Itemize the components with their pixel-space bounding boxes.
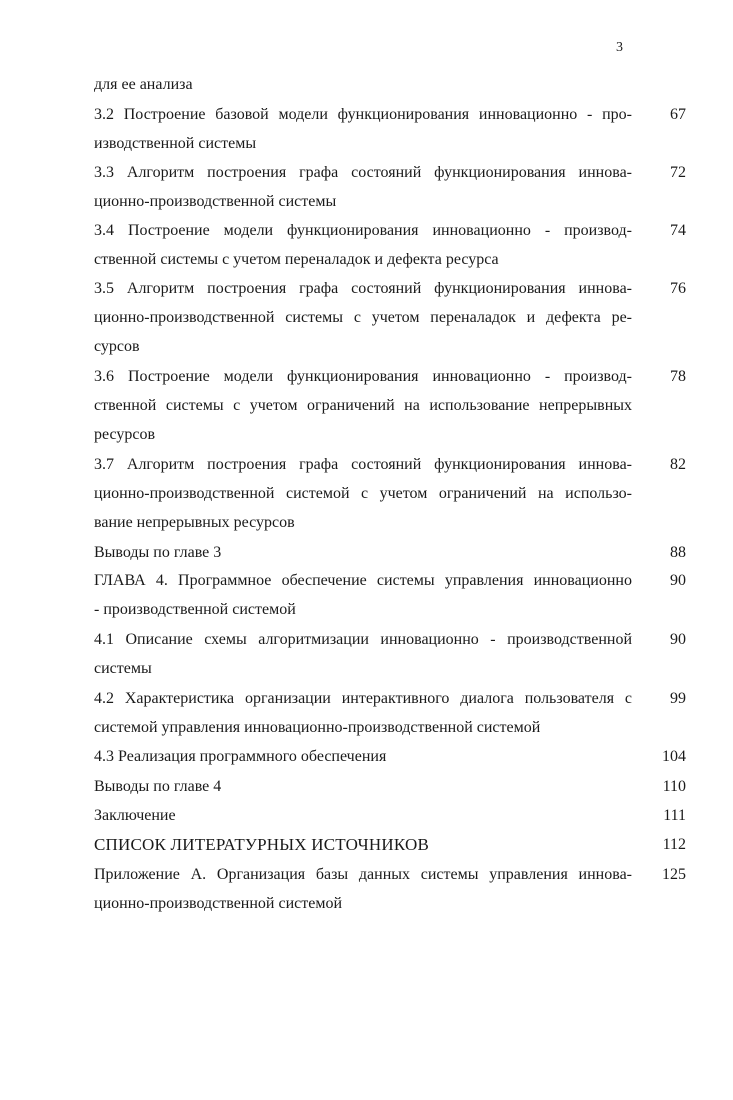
toc-entry-title (94, 70, 632, 99)
toc-entry-line: 3.2 Построение базовой модели функционирования инновационно - про- (94, 106, 632, 123)
toc-entry-page: 125 (662, 866, 686, 883)
toc-entry-title (94, 684, 632, 742)
toc-entry-line: Приложение А. Организация базы данных системы управления иннова- (94, 866, 632, 883)
toc-entry-line: Заключение (94, 807, 176, 824)
toc-entry-line: ственной системы с учетом переналадок и дефекта ресурса (94, 251, 499, 268)
toc-entry-line: СПИСОК ЛИТЕРАТУРНЫХ ИСТОЧНИКОВ (94, 835, 430, 854)
toc-entry-line: системой управления инновационно-производственной системой (94, 719, 541, 736)
toc-entry-line: - производственной системой (94, 601, 296, 618)
toc-entry-page: 111 (663, 807, 686, 824)
toc-entry-line: ционно-производственной системы с учетом переналадок и дефекта ре- (94, 309, 632, 326)
toc-entry-line: сурсов (94, 338, 140, 355)
toc-entry-line: Выводы по главе 3 (94, 544, 222, 561)
toc-entry-line: 3.5 Алгоритм построения графа состояний функционирования иннова- (94, 280, 632, 297)
toc-entry-title (94, 216, 632, 274)
toc-entry-line: ресурсов (94, 426, 156, 443)
toc-entry-page: 110 (662, 778, 686, 795)
toc-entry-line: ственной системы с учетом ограничений на использование непрерывных (94, 397, 632, 414)
toc-entry-title (94, 801, 632, 830)
toc-entry-page: 72 (670, 164, 686, 181)
toc-entry-title (94, 772, 632, 801)
toc-entry-page: 78 (670, 368, 686, 385)
page-number: 3 (616, 40, 623, 55)
toc-entry-title (94, 625, 632, 683)
toc-entry-page: 104 (662, 748, 686, 765)
toc-entry-line: ГЛАВА 4. Программное обеспечение системы управления инновационно (94, 572, 632, 589)
toc-entry-line: 3.6 Построение модели функционирования инновационно - производ- (94, 368, 632, 385)
toc-entry-line: ционно-производственной системы (94, 193, 337, 210)
toc-entry-page: 74 (670, 222, 686, 239)
toc-entry-title (94, 566, 632, 624)
toc-entry-line: 3.4 Построение модели функционирования инновационно - производ- (94, 222, 632, 239)
toc-entry-page: 82 (670, 456, 686, 473)
toc-entry-page: 88 (670, 544, 686, 561)
toc-entry-title (94, 100, 632, 158)
toc-entry-page: 90 (670, 631, 686, 648)
toc-entry-line: 3.3 Алгоритм построения графа состояний функционирования иннова- (94, 164, 632, 181)
toc-entry-page: 112 (662, 836, 686, 853)
toc-entry-title (94, 742, 632, 771)
toc-entry-title (94, 538, 632, 567)
toc-entry-line: ционно-производственной системой с учетом ограничений на использо- (94, 485, 632, 502)
toc-entry-line: Выводы по главе 4 (94, 778, 222, 795)
toc-entry-line: 4.1 Описание схемы алгоритмизации инновационно - производственной (94, 631, 632, 648)
toc-entry-page: 76 (670, 280, 686, 297)
toc-entry-line: системы (94, 660, 152, 677)
toc-entry-page: 99 (670, 690, 686, 707)
toc-entry-line: 3.7 Алгоритм построения графа состояний функционирования иннова- (94, 456, 632, 473)
toc-entry-page: 67 (670, 106, 686, 123)
toc-entry-line: изводственной системы (94, 135, 257, 152)
toc-entry-line: 4.3 Реализация программного обеспечения (94, 748, 387, 765)
toc-entry-title (94, 362, 632, 449)
toc-entry-page: 90 (670, 572, 686, 589)
toc-entry-title (94, 450, 632, 537)
toc-entry-line: ционно-производственной системой (94, 895, 343, 912)
toc-entry-line: для ее анализа (94, 76, 193, 93)
toc-entry-title (94, 830, 632, 859)
toc-entry-title (94, 158, 632, 216)
toc-entry-line: 4.2 Характеристика организации интерактивного диалога пользователя с (94, 690, 632, 707)
toc-entry-line: вание непрерывных ресурсов (94, 514, 295, 531)
toc-entry-title (94, 274, 632, 361)
toc-entry-title (94, 860, 632, 918)
